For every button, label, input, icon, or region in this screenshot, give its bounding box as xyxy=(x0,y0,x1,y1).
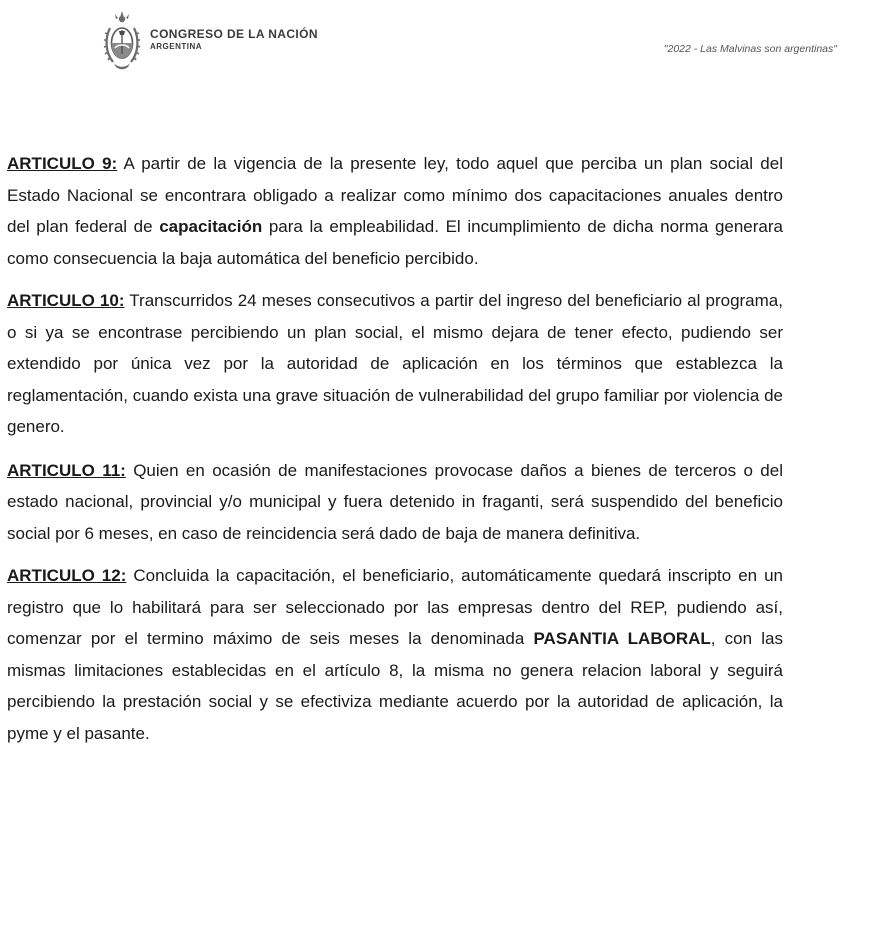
national-seal-icon xyxy=(103,10,141,72)
article-bold-term: capacitación xyxy=(159,217,263,236)
article-text: Transcurridos 24 meses consecutivos a partir del ingreso del beneficiario al programa, o si ya se encontrase percibiendo un plan social, el mismo dejara de tener efecto, pudiendo ser extendido por única vez por la autoridad de aplicación en los términos que establezca la reglamentación, cuando exista una grave situación de vulnerabilidad del grupo familiar por violencia de genero. xyxy=(7,291,783,436)
article-text: Quien en ocasión de manifestaciones provocase daños a bienes de terceros o del estado nacional, provincial y/o municipal y fuera detenido in fraganti, será suspendido del beneficio social por 6 meses, en caso de reincidencia será dado de baja de manera definitiva. xyxy=(7,460,783,543)
org-country: ARGENTINA xyxy=(150,42,203,51)
header-motto: "2022 - Las Malvinas son argentinas" xyxy=(663,43,837,55)
article-text: , con las mismas limitaciones establecidas en el artículo 8, la misma no genera relacion laboral y seguirá percibiendo la prestación social y se efectiviza mediante acuerdo por la autoridad de aplicación, la pyme y el pasante. xyxy=(7,629,784,743)
article-text: A partir de la vigencia de la presente ley, todo aquel que perciba un plan social del Estado Nacional se encontrara obligado a realizar como mínimo dos capacitaciones anuales dentro del plan federal de xyxy=(7,154,783,236)
article-label: ARTICULO 12: xyxy=(7,566,127,585)
document-body xyxy=(7,148,783,760)
article-label: ARTICULO 9: xyxy=(7,154,118,173)
article-label: ARTICULO 11: xyxy=(7,460,126,480)
page-header xyxy=(0,0,895,80)
article-12 xyxy=(7,560,783,749)
article-9 xyxy=(7,148,783,274)
article-text: para la empleabilidad. El incumplimiento de dicha norma generara como consecuencia la baja automática del beneficio percibido. xyxy=(7,217,783,268)
article-text: Concluida la capacitación, el beneficiario, automáticamente quedará inscripto en un registro que lo habilitará para ser seleccionado por las empresas dentro del REP, pudiendo así, comenzar por el termino máximo de seis meses la denominada xyxy=(7,566,783,648)
article-bold-term: PASANTIA LABORAL xyxy=(533,629,711,648)
org-name: CONGRESO DE LA NACIÓN xyxy=(150,27,318,41)
article-11 xyxy=(7,455,783,550)
article-label: ARTICULO 10: xyxy=(7,291,125,310)
article-10 xyxy=(7,285,783,443)
